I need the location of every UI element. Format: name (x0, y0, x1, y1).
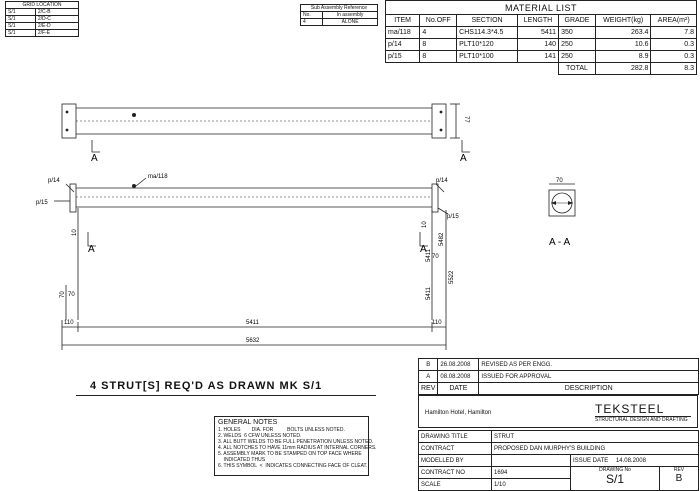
company-subtitle: STRUCTURAL DESIGN AND DRAFTING (595, 417, 688, 423)
revision-letter: B (675, 473, 683, 484)
contract-name: PROPOSED DAN MURPHY'S BUILDING (492, 443, 699, 455)
revision-row: A 08.08.2008 ISSUED FOR APPROVAL (419, 371, 699, 383)
company-logo (595, 402, 691, 423)
dim-10-right: 10 (422, 221, 428, 228)
dim-70-right: 70 (432, 254, 439, 260)
drawing-scale: 1/10 (492, 479, 571, 491)
plan-end-plate-left (62, 104, 76, 138)
label-ma-118: ma/118 (148, 174, 168, 180)
plan-end-plate-right (432, 104, 446, 138)
material-total-row: TOTAL 282.8 8.3 (386, 63, 697, 75)
table-row: p/15 8 PLT10*100 141 250 8.9 0.3 (386, 51, 697, 63)
title-block-header (418, 395, 698, 428)
svg-text:A: A (460, 153, 467, 164)
svg-text:A: A (420, 244, 427, 255)
general-notes (214, 416, 377, 476)
label-p15-right: p/15 (447, 214, 459, 220)
drawing-number: S/1 (605, 472, 624, 486)
sub-assembly-title: Sub Assembly Reference (301, 5, 378, 12)
table-row: S/1 2/D-C (6, 16, 79, 23)
company-name: TEKSTEEL (595, 402, 665, 416)
note-item: 2. WELDS 6 CFW UNLESS NOTED. (218, 433, 302, 439)
dim-5632: 5632 (246, 338, 260, 344)
dim-10-left: 10 (72, 229, 78, 236)
material-list-title: MATERIAL LIST (386, 1, 697, 15)
sub-assembly-table: Sub Assembly Reference No. In assembly 4 ALONE (300, 4, 378, 26)
section-cut-left (92, 140, 100, 152)
elev-plate-left (70, 184, 76, 212)
table-row: ma/118 4 CHS114.3*4.5 5411 350 263.4 7.8 (386, 27, 697, 39)
client-name: Hamilton Hotel, Hamilton (425, 410, 492, 416)
dim-5411-vertical-b: 5411 (426, 287, 432, 300)
dim-5411-vertical-a: 5411 (426, 249, 432, 262)
title-block-table: DRAWING TITLE STRUT CONTRACT PROPOSED DAN MURPHY'S BUILDING MODELLED BY ISSUE DATE 14.08.2008 CONTRACT NO 1694 DRAWING No S/1 REV B SCALE 1/10 (418, 430, 699, 491)
label-p14-left: p/14 (48, 178, 60, 184)
drawing-title: STRUT (492, 431, 699, 443)
label-p14-right: p/14 (436, 178, 448, 184)
dim-5522: 5522 (449, 270, 455, 284)
dim-70-section: 70 (556, 178, 563, 184)
table-row: p/14 8 PLT10*120 140 250 10.6 0.3 (386, 39, 697, 51)
section-aa-title: A - A (549, 237, 571, 248)
table-row: S/1 2/C-B (6, 9, 79, 16)
assembly-mark-elev (132, 184, 136, 188)
grid-location-title: GRID LOCATION (6, 2, 79, 9)
note-item: 3. ALL BUTT WELDS TO BE FULL PENETRATION UNLESS NOTED. (218, 439, 374, 445)
table-row: S/1 2/E-D (6, 23, 79, 30)
contract-number: 1694 (492, 467, 571, 479)
section-cut-right (462, 140, 470, 152)
ma-leader (136, 178, 146, 186)
caption-underline (76, 395, 376, 396)
note-item: 4. ALL NOTCHES TO HAVE 11mm RADIUS AT INTERNAL CORNERS. (218, 445, 377, 451)
general-notes-title: GENERAL NOTES (218, 419, 278, 426)
dim-77: 77 (463, 116, 469, 123)
assembly-caption: 4 STRUT[S] REQ'D AS DRAWN MK S/1 (90, 380, 323, 392)
note-item: INDICATED THUS (218, 457, 266, 463)
revision-table (418, 358, 699, 395)
issue-date: 14.08.2008 (615, 457, 646, 464)
revision-row: B 26.08.2008 REVISED AS PER ENGG. (419, 359, 699, 371)
section-mark-plan-left: A (91, 153, 98, 164)
table-row: S/1 2/F-E (6, 30, 79, 37)
p14-leader-right (436, 184, 444, 192)
dim-5411: 5411 (246, 320, 259, 326)
elev-plate-right (432, 184, 438, 212)
dim-5482: 5482 (439, 232, 445, 246)
material-list-header: ITEM No.OFF SECTION LENGTH GRADE WEIGHT(kg) AREA(m²) (386, 15, 697, 27)
label-p15-left: p/15 (36, 200, 48, 206)
svg-text:A: A (88, 244, 95, 255)
dim-70-left: 70 (60, 291, 66, 298)
svg-text:70: 70 (68, 292, 75, 298)
dim-110-right: 110 (432, 320, 442, 326)
revision-header: REV DATE DESCRIPTION (419, 383, 699, 395)
note-item: 1. HOLES DIA. FOR BOLTS UNLESS NOTED. (218, 427, 345, 433)
note-item: 5. ASSEMBLY MARK TO BE STAMPED ON TOP FACE WHERE (218, 451, 362, 457)
assembly-mark-plan (132, 113, 136, 117)
note-item: 6. THIS SYMBOL < INDICATES CONNECTING FACE OF CLEAT. (218, 463, 368, 469)
dim-110-left: 110 (64, 320, 74, 326)
table-row: 4 ALONE (301, 19, 378, 26)
